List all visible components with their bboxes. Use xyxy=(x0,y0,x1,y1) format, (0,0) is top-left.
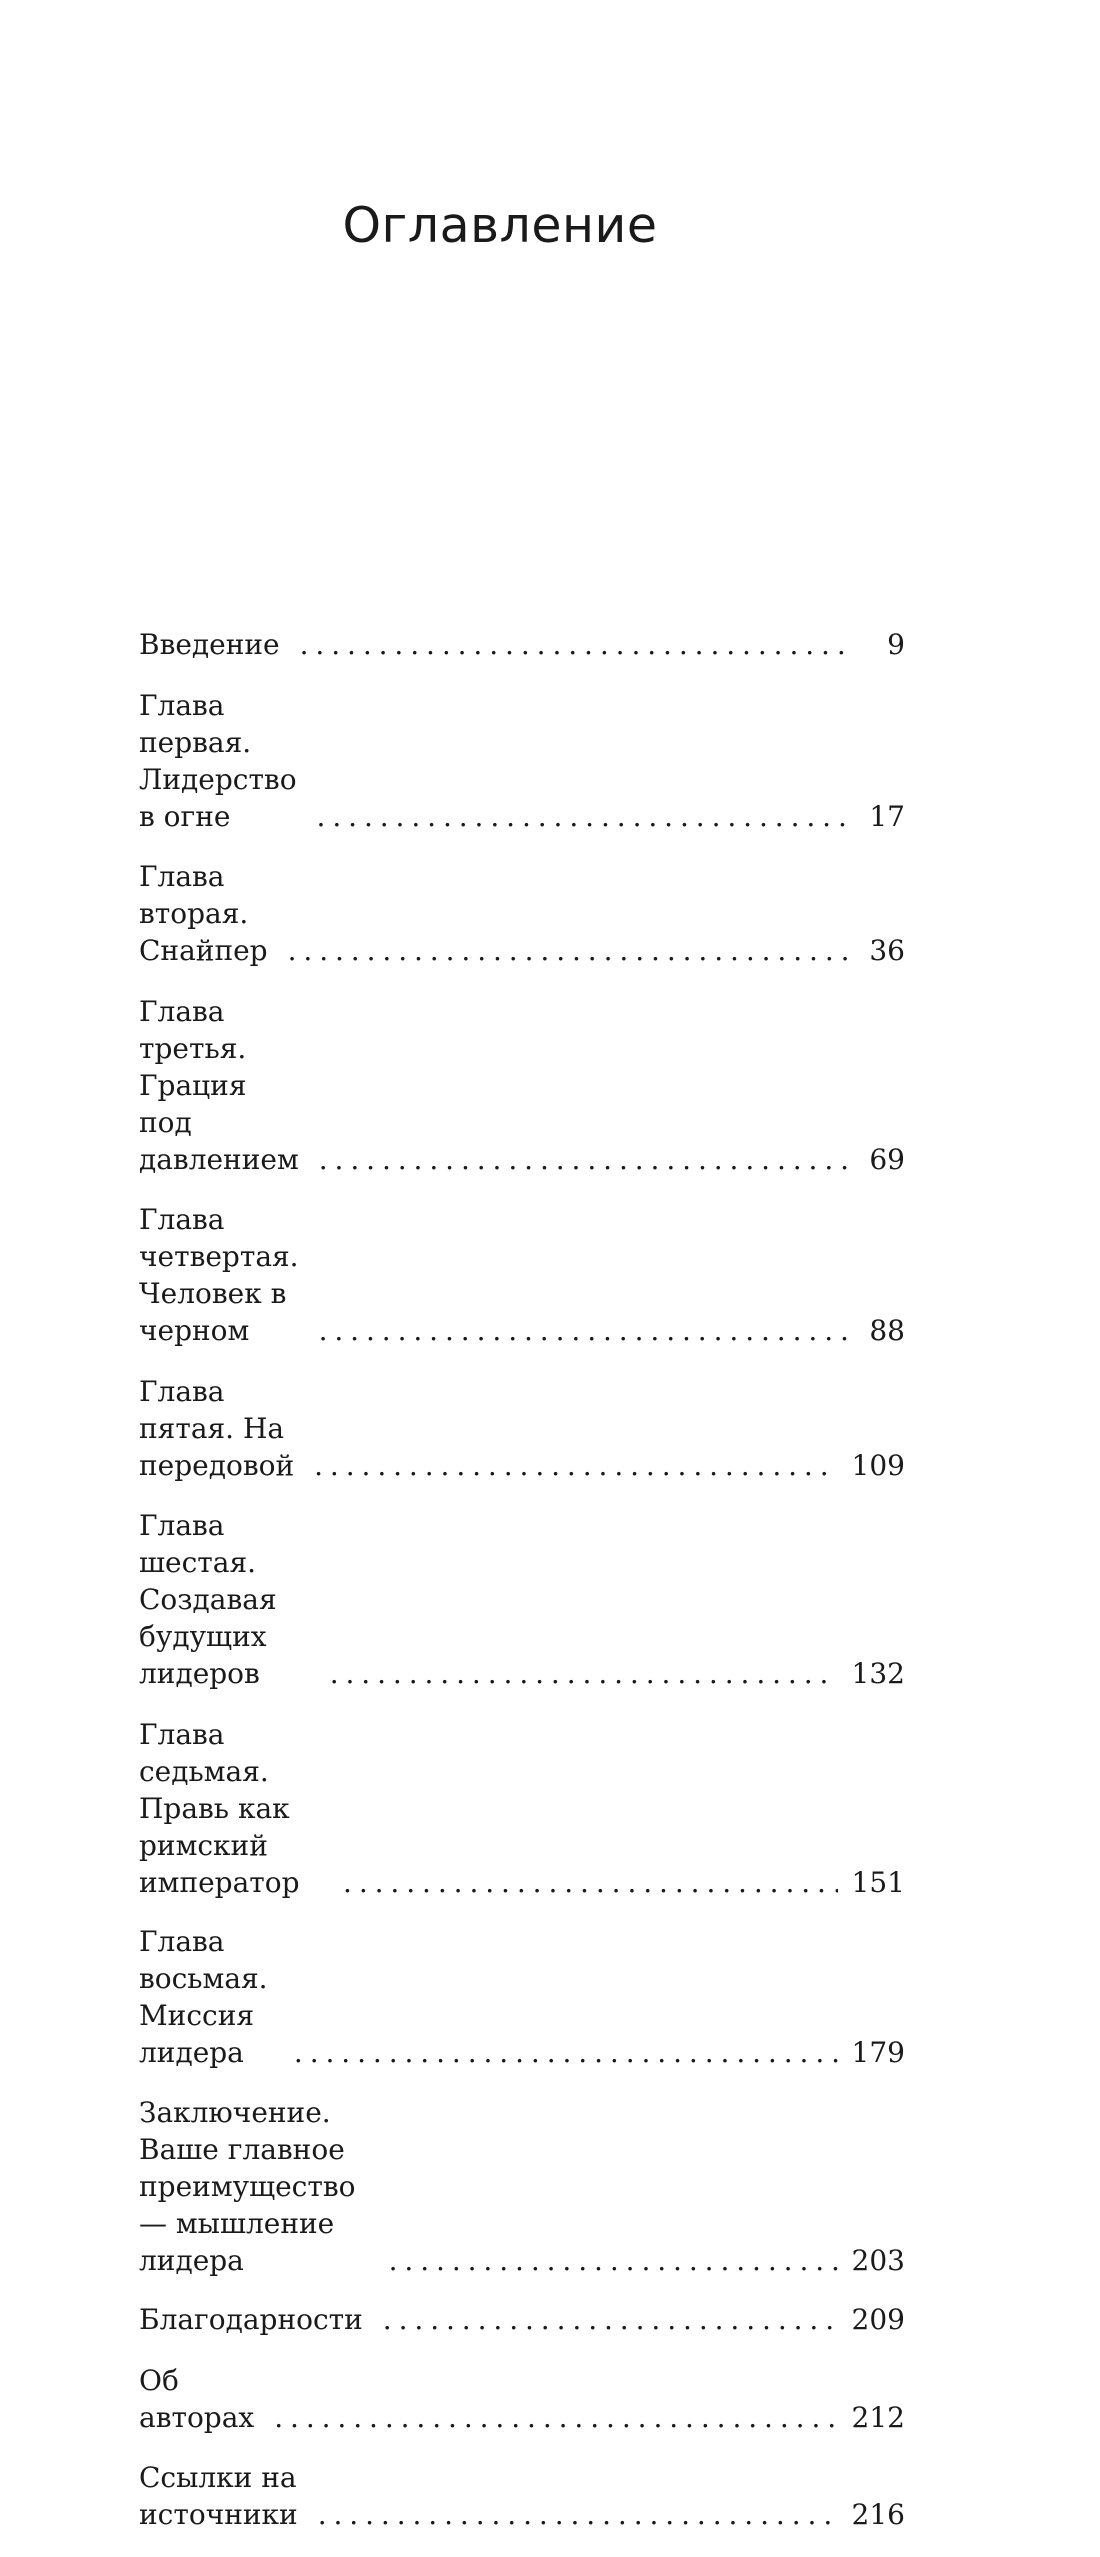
page-title: Оглавление xyxy=(342,197,658,254)
toc-entry-chapter-1[interactable] xyxy=(139,687,905,835)
toc-entry-page: 179 xyxy=(851,2035,905,2069)
toc-entry-title: Введение xyxy=(139,628,280,661)
toc-entry-chapter-7[interactable] xyxy=(139,1716,905,1901)
toc-entry-title: Ссылки на источники xyxy=(139,2461,298,2531)
toc-entry-chapter-2[interactable] xyxy=(139,858,905,969)
toc-entry-chapter-5[interactable] xyxy=(139,1373,905,1484)
toc-entry-title: Глава третья. Грация под давлением xyxy=(139,994,299,1176)
toc-entry-acknowledgements[interactable] xyxy=(139,2301,905,2338)
toc-dot-leader xyxy=(319,1312,847,1349)
toc-entry-title: Благодарности xyxy=(139,2303,363,2336)
toc-dot-leader xyxy=(383,2301,838,2338)
toc-entry-page: 17 xyxy=(869,799,905,833)
toc-entry-references[interactable] xyxy=(139,2459,905,2533)
toc-entry-title: Глава четвертая. Человек в черном xyxy=(139,1203,299,1347)
toc-dot-leader xyxy=(343,1864,838,1901)
toc-entry-page: 36 xyxy=(869,934,905,967)
toc-dot-leader xyxy=(319,1141,847,1178)
toc-dot-leader xyxy=(314,1447,837,1484)
table-of-contents xyxy=(139,626,905,2557)
toc-entry-page: 109 xyxy=(851,1448,905,1482)
toc-entry-page: 69 xyxy=(869,1142,905,1176)
toc-dot-leader xyxy=(317,798,847,835)
toc-entry-title: Глава вторая. Снайпер xyxy=(139,860,268,967)
toc-entry-title: Глава первая. Лидерство в огне xyxy=(139,688,297,833)
toc-entry-chapter-3[interactable] xyxy=(139,993,905,1178)
toc-entry-page: 203 xyxy=(851,2244,905,2277)
toc-dot-leader xyxy=(389,2242,838,2279)
toc-dot-leader xyxy=(288,932,847,969)
toc-entry-chapter-6[interactable] xyxy=(139,1507,905,1692)
toc-entry-chapter-8[interactable] xyxy=(139,1923,905,2071)
toc-dot-leader xyxy=(318,2496,838,2533)
toc-entry-page: 9 xyxy=(887,628,905,661)
toc-entry-title: Глава пятая. На передовой xyxy=(139,1374,295,1482)
toc-entry-title: Глава шестая. Создавая будущих лидеров xyxy=(139,1509,277,1690)
toc-entry-page: 151 xyxy=(851,1865,905,1899)
toc-entry-page: 216 xyxy=(851,2498,905,2531)
toc-dot-leader xyxy=(274,2399,837,2436)
toc-entry-introduction[interactable] xyxy=(139,626,905,663)
toc-dot-leader xyxy=(330,1655,838,1692)
toc-entry-chapter-4[interactable] xyxy=(139,1201,905,1349)
toc-entry-page: 88 xyxy=(869,1314,905,1347)
toc-dot-leader xyxy=(300,626,847,663)
toc-entry-page: 212 xyxy=(851,2400,905,2434)
toc-dot-leader xyxy=(294,2034,838,2071)
toc-entry-title: Глава восьмая. Миссия лидера xyxy=(139,1924,268,2069)
toc-entry-about-authors[interactable] xyxy=(139,2362,905,2436)
toc-entry-title: Об авторах xyxy=(139,2363,255,2434)
toc-entry-title: Глава седьмая. Правь как римский император xyxy=(139,1717,300,1899)
toc-entry-title: Заключение. Ваше главное преимущество — мышление лидера xyxy=(139,2096,356,2277)
toc-entry-conclusion[interactable] xyxy=(139,2094,905,2279)
toc-entry-page: 209 xyxy=(851,2303,905,2336)
toc-entry-page: 132 xyxy=(851,1657,905,1690)
